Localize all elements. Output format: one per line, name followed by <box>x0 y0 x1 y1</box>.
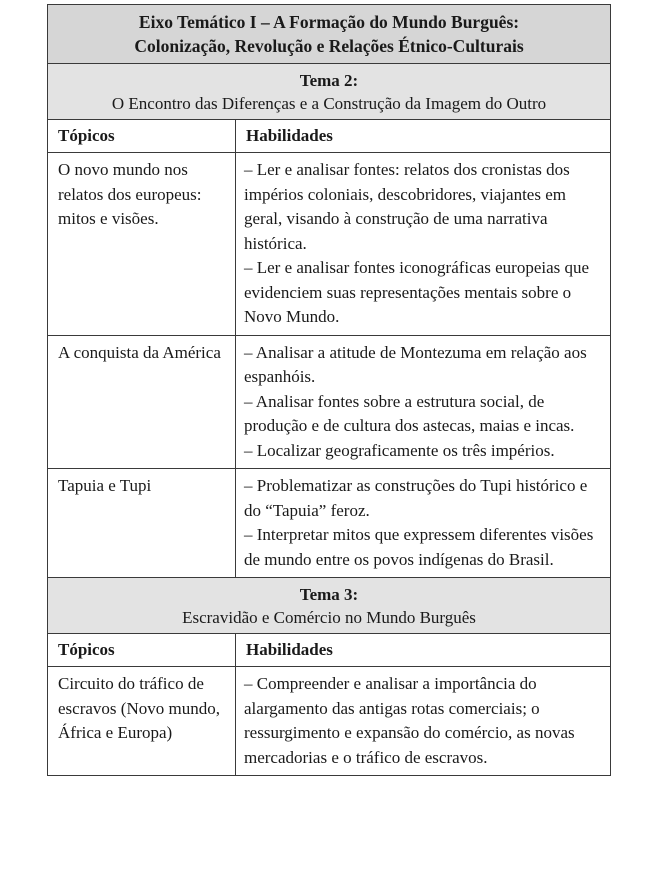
axis-title-line2: Colonização, Revolução e Relações Étnico-Culturais <box>134 36 524 56</box>
theme-number: Tema 2: <box>299 71 359 90</box>
skills-cell <box>236 469 611 578</box>
axis-header <box>48 5 611 64</box>
skills-cell <box>236 667 611 776</box>
skill-item: – Ler e analisar fontes iconográficas europeias que evidenciem suas representações mentais sobre o Novo Mundo. <box>244 258 590 326</box>
theme-header <box>48 64 611 120</box>
column-header-topics: Tópicos <box>48 120 236 153</box>
theme-header-row <box>48 64 611 120</box>
table-row <box>48 469 611 578</box>
skill-item: – Localizar geograficamente os três impérios. <box>244 440 555 460</box>
column-header-skills: Habilidades <box>236 634 611 667</box>
topic-cell: O novo mundo nos relatos dos europeus: mitos e visões. <box>48 153 236 336</box>
column-header-topics: Tópicos <box>48 634 236 667</box>
curriculum-table <box>47 4 611 776</box>
skills-cell <box>236 153 611 336</box>
skill-item: – Problematizar as construções do Tupi histórico e do “Tapuia” feroz. <box>244 476 588 520</box>
skills-cell <box>236 335 611 469</box>
table-row <box>48 667 611 776</box>
table-row <box>48 335 611 469</box>
skill-item: – Compreender e analisar a importância do alargamento das antigas rotas comerciais; o ressurgimento e expansão do comércio, as novas mercadorias e o tráfico de escravos. <box>244 674 575 767</box>
theme-title: Escravidão e Comércio no Mundo Burguês <box>182 608 476 627</box>
table-row <box>48 153 611 336</box>
skill-item: – Ler e analisar fontes: relatos dos cronistas dos impérios coloniais, descobridores, viajantes em geral, visando à construção de uma narrativa histórica. <box>244 160 570 253</box>
theme-header <box>48 578 611 634</box>
axis-title-line1: Eixo Temático I – A Formação do Mundo Burguês: <box>138 12 520 32</box>
topic-cell: Tapuia e Tupi <box>48 469 236 578</box>
skill-item: – Analisar fontes sobre a estrutura social, de produção e de cultura dos astecas, maias e incas. <box>244 391 575 435</box>
theme-number: Tema 3: <box>299 585 359 604</box>
skill-item: – Interpretar mitos que expressem diferentes visões de mundo entre os povos indígenas do Brasil. <box>244 525 594 569</box>
topic-cell: A conquista da América <box>48 335 236 469</box>
column-header-row <box>48 634 611 667</box>
axis-header-row <box>48 5 611 64</box>
column-header-skills: Habilidades <box>236 120 611 153</box>
column-header-row <box>48 120 611 153</box>
skill-item: – Analisar a atitude de Montezuma em relação aos espanhóis. <box>244 342 587 386</box>
theme-header-row <box>48 578 611 634</box>
theme-title: O Encontro das Diferenças e a Construção da Imagem do Outro <box>111 94 547 113</box>
topic-cell: Circuito do tráfico de escravos (Novo mundo, África e Europa) <box>48 667 236 776</box>
